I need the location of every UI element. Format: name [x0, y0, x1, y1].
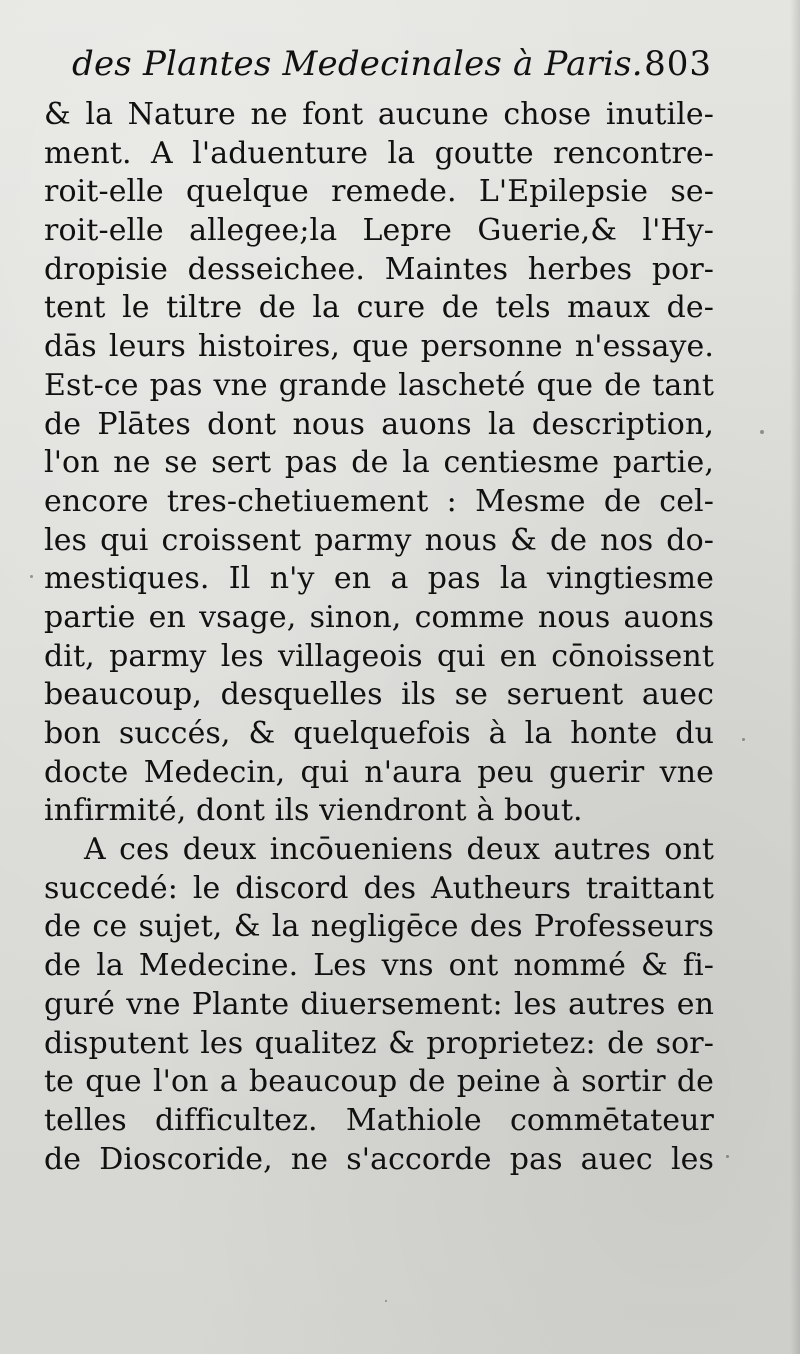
page-edge-shadow	[790, 0, 800, 1354]
text-line: disputent les qualitez & proprietez: de sor-	[44, 1025, 714, 1061]
text-line: guré vne Plante diuersement: les autres en	[44, 986, 714, 1022]
text-line: infirmité, dont ils viendront à bout.	[44, 793, 583, 829]
text-line: roit-elle quelque remede. L'Epilepsie se-	[44, 174, 714, 210]
text-line: dit, parmy les villageois qui en cōnoissent	[44, 638, 714, 674]
text-line: roit-elle allegee;la Lepre Guerie,& l'Hy-	[44, 213, 714, 249]
text-line: & la Nature ne font aucune chose inutile-	[44, 97, 714, 132]
body-text	[44, 96, 714, 1179]
paper-speck	[742, 738, 745, 741]
text-line: de ce sujet, & la negligēce des Professeurs	[44, 909, 714, 945]
text-line: Est-ce pas vne grande lascheté que de tant	[44, 367, 714, 403]
paper-speck	[760, 430, 764, 434]
paragraph-first-line: A ces deux incōueniens deux autres ont	[84, 832, 714, 868]
text-line: de Plātes dont nous auons la description,	[44, 406, 714, 442]
text-line: bon succés, & quelquefois à la honte du	[44, 716, 714, 751]
text-line: l'on ne se sert pas de la centiesme partie,	[44, 445, 714, 481]
text-line: te que l'on a beaucoup de peine à sortir de	[44, 1064, 714, 1100]
text-line: encore tres-chetiuement : Mesme de cel-	[44, 483, 714, 519]
text-line: les qui croissent parmy nous & de nos do-	[44, 522, 714, 558]
page-number: 803	[644, 44, 712, 84]
text-line: de la Medecine. Les vns ont nommé & fi-	[44, 948, 714, 984]
text-line: dropisie desseichee. Maintes herbes por-	[44, 251, 714, 287]
text-line: de Dioscoride, ne s'accorde pas auec les	[44, 1141, 714, 1177]
text-line: partie en vsage, sinon, comme nous auons	[44, 599, 714, 635]
text-line: mestiques. Il n'y en a pas la vingtiesme	[44, 561, 714, 597]
text-line: telles difficultez. Mathiole commētateur	[44, 1102, 714, 1138]
text-line: docte Medecin, qui n'aura peu guerir vne	[44, 754, 714, 790]
text-line: tent le tiltre de la cure de tels maux de-	[44, 290, 714, 326]
text-line: beaucoup, desquelles ils se seruent auec	[44, 677, 714, 713]
page-header	[72, 40, 712, 96]
text-line: ment. A l'aduenture la goutte rencontre-	[44, 135, 714, 171]
paper-speck	[385, 1300, 387, 1302]
paper-speck	[726, 1155, 729, 1158]
paper-speck	[30, 575, 33, 578]
text-line: dās leurs histoires, que personne n'essaye.	[44, 329, 714, 365]
text-line: succedé: le discord des Autheurs traittant	[44, 870, 714, 906]
running-title: des Plantes Medecinales à Paris.	[72, 44, 643, 84]
